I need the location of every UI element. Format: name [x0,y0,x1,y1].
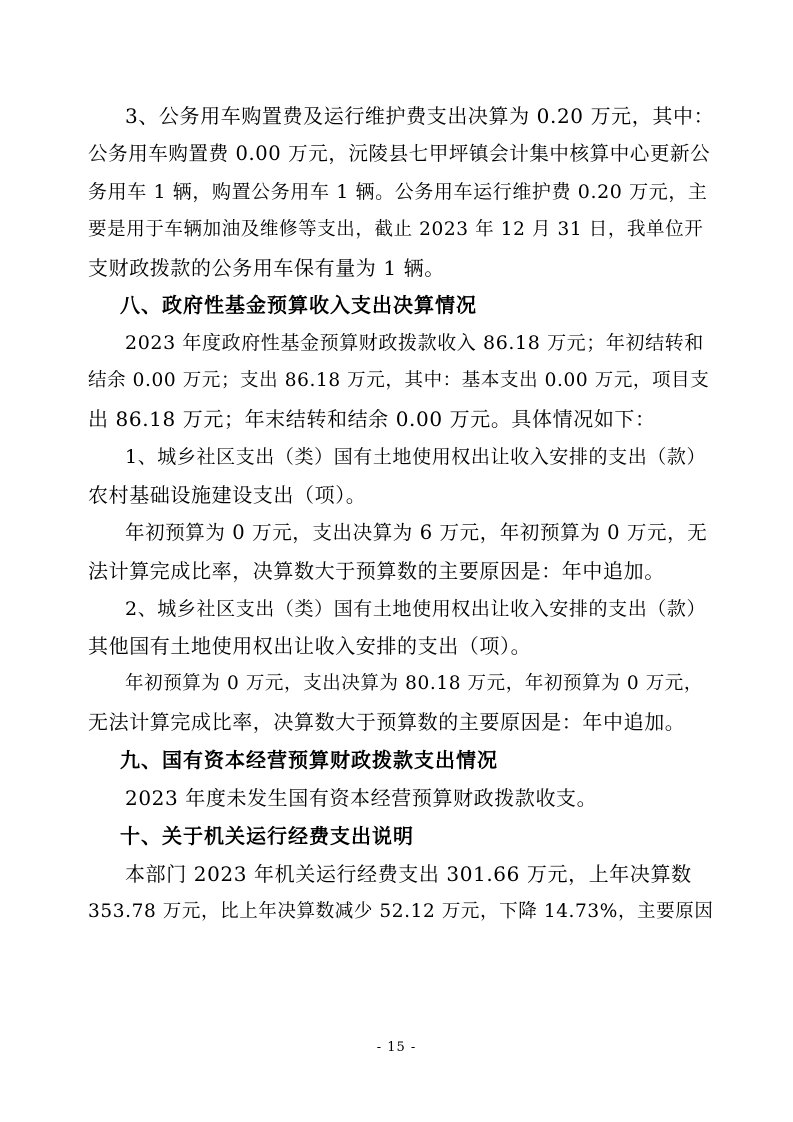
paragraph-line: 2、城乡社区支出（类）国有土地使用权出让收入安排的支出（款） [125,597,707,620]
paragraph-line: 年初预算为 0 万元，支出决算为 6 万元，年初预算为 0 万元，无 [125,520,708,544]
paragraph-line: 法计算完成比率，决算数大于预算数的主要原因是：年中追加。 [88,558,665,583]
paragraph-line: 公务用车购置费 0.00 万元，沅陵县七甲坪镇会计集中核算中心更新公 [88,141,711,165]
paragraph-line: 务用车 1 辆，购置公务用车 1 辆。公务用车运行维护费 0.20 万元，主 [88,180,708,203]
section-heading: 八、政府性基金预算收入支出决算情况 [120,293,477,318]
paragraph-line: 3、公务用车购置费及运行维护费支出决算为 0.20 万元，其中： [125,104,715,128]
paragraph-line: 其他国有土地使用权出让收入安排的支出（项）。 [88,634,532,659]
document-body [88,98,713,932]
section-heading: 九、国有资本经营预算财政拨款支出情况 [120,748,498,773]
paragraph-line: 年初预算为 0 万元，支出决算为 80.18 万元，年初预算为 0 万元， [125,673,703,695]
paragraph-line: 2023 年度未发生国有资本经营预算财政拨款收支。 [125,786,598,811]
paragraph-line: 无法计算完成比率，决算数大于预算数的主要原因是：年中追加。 [88,710,686,735]
paragraph-line: 要是用于车辆加油及维修等支出，截止 2023 年 12 月 31 日，我单位开 [88,218,704,240]
paragraph-line: 结余 0.00 万元；支出 86.18 万元，其中：基本支出 0.00 万元，项目支 [88,370,710,392]
paragraph-line: 353.78 万元，比上年决算数减少 52.12 万元，下降 14.73%，主要原因 [88,900,714,922]
paragraph-line: 1、城乡社区支出（类）国有土地使用权出让收入安排的支出（款） [125,446,707,469]
page-number: - 15 - [376,1040,417,1055]
paragraph-line: 出 86.18 万元；年末结转和结余 0.00 万元。具体情况如下： [88,407,656,432]
paragraph-line: 本部门 2023 年机关运行经费支出 301.66 万元，上年决算数 [125,861,692,886]
paragraph-line: 2023 年度政府性基金预算财政拨款收入 86.18 万元；年初结转和 [125,332,704,355]
paragraph-line: 农村基础设施建设支出（项）。 [88,482,367,507]
section-heading: 十、关于机关运行经费支出说明 [120,823,414,848]
paragraph-line: 支财政拨款的公务用车保有量为 1 辆。 [88,255,445,280]
